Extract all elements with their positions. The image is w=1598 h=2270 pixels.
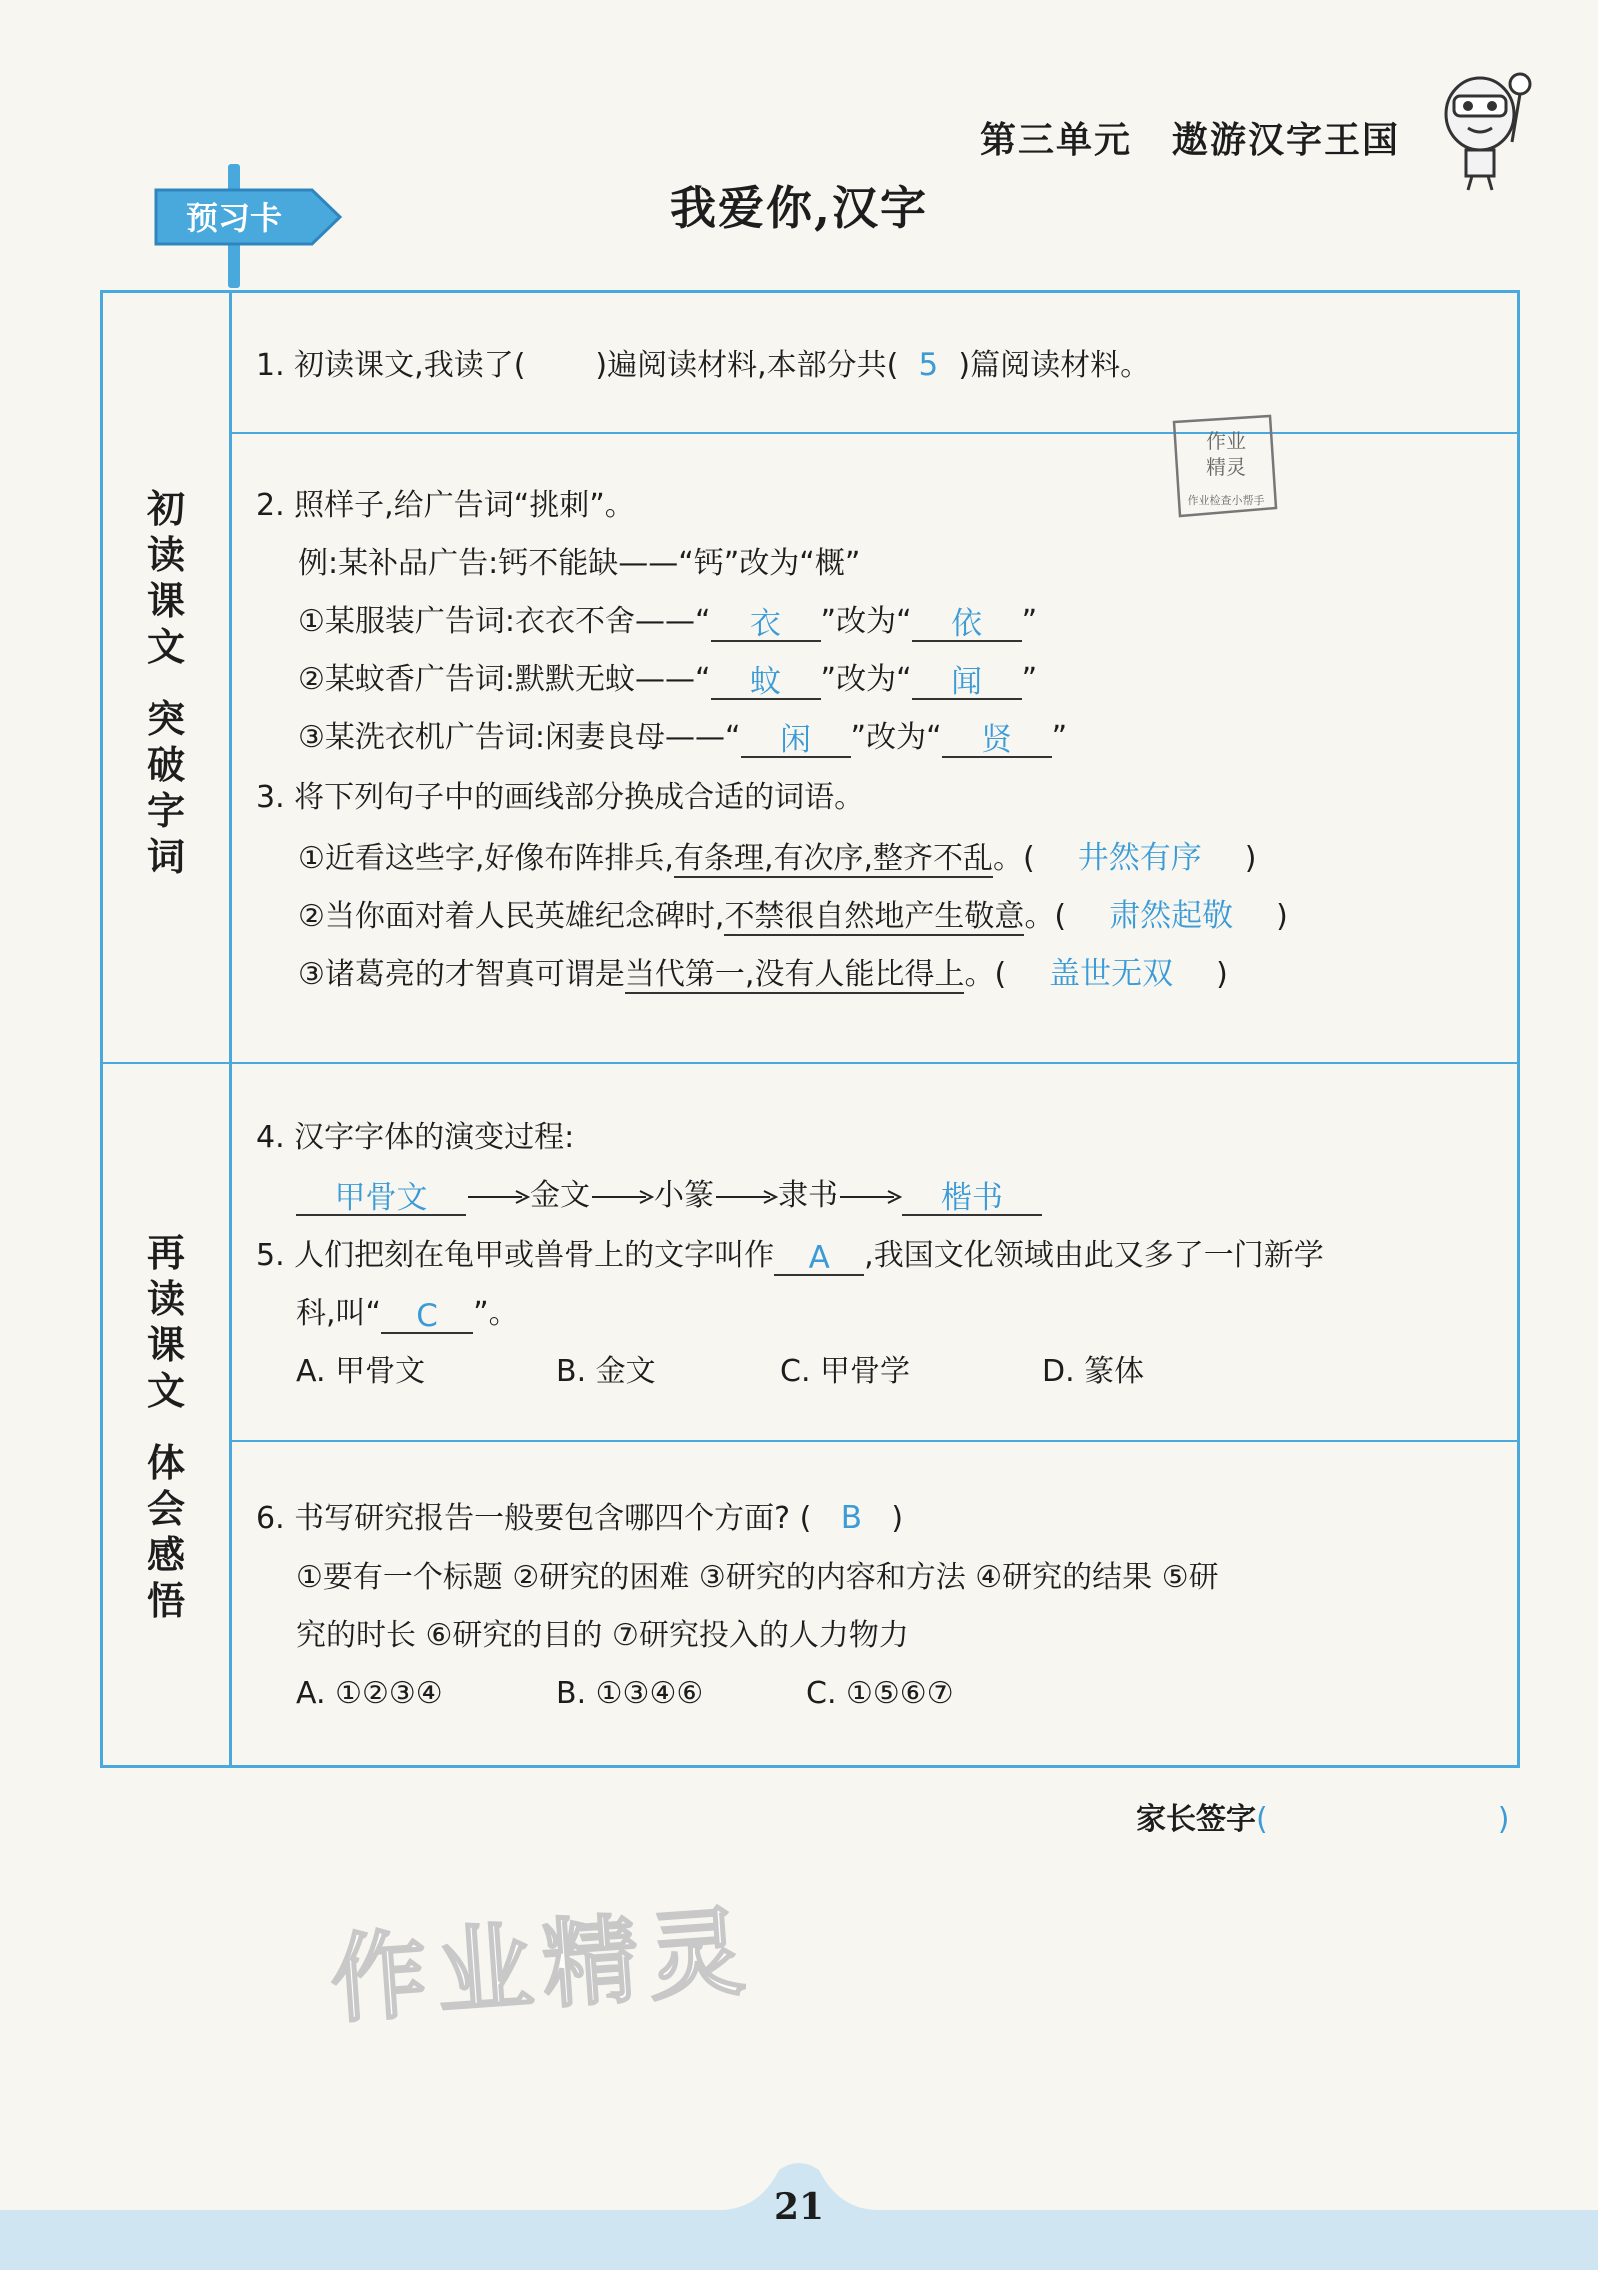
question-6-line-2: 究的时长 ⑥研究的目的 ⑦研究投入的人力物力: [296, 1618, 909, 1653]
question-6-line-1: ①要有一个标题 ②研究的困难 ③研究的内容和方法 ④研究的结果 ⑤研: [296, 1560, 1219, 1595]
row-divider: [232, 432, 1520, 434]
question-3-item: ②当你面对着人民英雄纪念碑时,不禁很自然地产生敬意。( 肃然起敬 ): [298, 898, 1288, 934]
section-divider: [100, 1062, 1520, 1064]
svg-text:作业检查小帮手: 作业检查小帮手: [1187, 494, 1265, 507]
question-2-title: 2. 照样子,给广告词“挑刺”。: [256, 488, 635, 523]
q6-option: A. ①②③④: [296, 1676, 443, 1711]
arrow-right-icon: [466, 1187, 530, 1207]
q6-option: C. ①⑤⑥⑦: [806, 1676, 954, 1711]
q6-answer[interactable]: B: [840, 1500, 862, 1536]
q2-answer-b[interactable]: 贤: [942, 720, 1052, 758]
page-number: 21: [773, 2186, 825, 2228]
question-2-item: ②某蚊香广告词:默默无蚊——“ 蚊 ”改为“ 闻 ”: [298, 662, 1038, 700]
lesson-title: 我爱你,汉字: [669, 181, 928, 235]
row-divider: [232, 1440, 1520, 1442]
svg-text:作业: 作业: [1206, 429, 1246, 453]
question-1: 1. 初读课文,我读了( )遍阅读材料,本部分共( 5 )篇阅读材料。: [256, 345, 1150, 386]
q2-answer-a[interactable]: 蚊: [711, 662, 821, 700]
q5-answer-1[interactable]: A: [774, 1238, 864, 1276]
question-3-item: ①近看这些字,好像布阵排兵,有条理,有次序,整齐不乱。( 井然有序 ): [298, 840, 1257, 876]
svg-text:精灵: 精灵: [1206, 455, 1246, 479]
q5-option: A. 甲骨文: [296, 1354, 426, 1389]
unit-name: 第三单元: [980, 120, 1133, 161]
q3-answer[interactable]: 井然有序: [1077, 840, 1202, 876]
homework-stamp: [1160, 412, 1284, 540]
question-2-item: ③某洗衣机广告词:闲妻良母——“ 闲 ”改为“ 贤 ”: [298, 720, 1068, 758]
q3-answer[interactable]: 盖世无双: [1049, 956, 1174, 992]
arrow-right-icon: [590, 1187, 654, 1207]
q4-answer-end[interactable]: 楷书: [902, 1178, 1042, 1216]
question-2-item: ①某服装广告词:衣衣不舍——“ 衣 ”改为“ 依 ”: [298, 604, 1038, 642]
q6-option: B. ①③④⑥: [556, 1676, 704, 1711]
watermark: 作业精灵: [327, 1895, 758, 2037]
question-3-item: ③诸葛亮的才智真可谓是当代第一,没有人能比得上。( 盖世无双 ): [298, 956, 1228, 992]
unit-topic: 遨游汉字王国: [1172, 120, 1401, 161]
section-label-2: 再 读 课 文 体 会 感 悟: [146, 1231, 185, 1623]
section-label-1: 初 读 课 文 突 破 字 词: [146, 487, 185, 879]
q5-answer-2[interactable]: C: [381, 1296, 473, 1334]
arrow-right-icon: [714, 1187, 778, 1207]
parent-signature: 家长签字( ): [1136, 1802, 1510, 1837]
question-3-title: 3. 将下列句子中的画线部分换成合适的词语。: [256, 780, 865, 815]
script-evolution-chain: 甲骨文 金文 小篆 隶书 楷书: [296, 1176, 1042, 1216]
question-5-line-1: 5. 人们把刻在龟甲或兽骨上的文字叫作 A ,我国文化领域由此又多了一门新学: [256, 1238, 1324, 1276]
arrow-right-icon: [838, 1187, 902, 1207]
q3-answer[interactable]: 肃然起敬: [1109, 898, 1234, 934]
q5-option: D. 篆体: [1042, 1354, 1145, 1389]
q2-answer-a[interactable]: 闲: [741, 720, 851, 758]
unit-title: [980, 112, 1400, 163]
q2-answer-b[interactable]: 依: [912, 604, 1022, 642]
q5-option: B. 金文: [556, 1354, 656, 1389]
question-2-example: 例:某补品广告:钙不能缺——“钙”改为“概”: [298, 546, 861, 581]
q2-answer-b[interactable]: 闻: [912, 662, 1022, 700]
question-6-title: 6. 书写研究报告一般要包含哪四个方面? ( B ): [256, 1500, 904, 1536]
question-5-line-2: 科,叫“ C ”。: [296, 1296, 519, 1334]
q2-answer-a[interactable]: 衣: [711, 604, 821, 642]
q1-blank[interactable]: [525, 350, 595, 386]
question-4-title: 4. 汉字字体的演变过程:: [256, 1120, 575, 1155]
tag-label: 预习卡: [185, 199, 283, 237]
q1-answer[interactable]: 5: [918, 347, 939, 383]
q5-option: C. 甲骨学: [780, 1354, 911, 1389]
q4-answer-start[interactable]: 甲骨文: [296, 1178, 466, 1216]
